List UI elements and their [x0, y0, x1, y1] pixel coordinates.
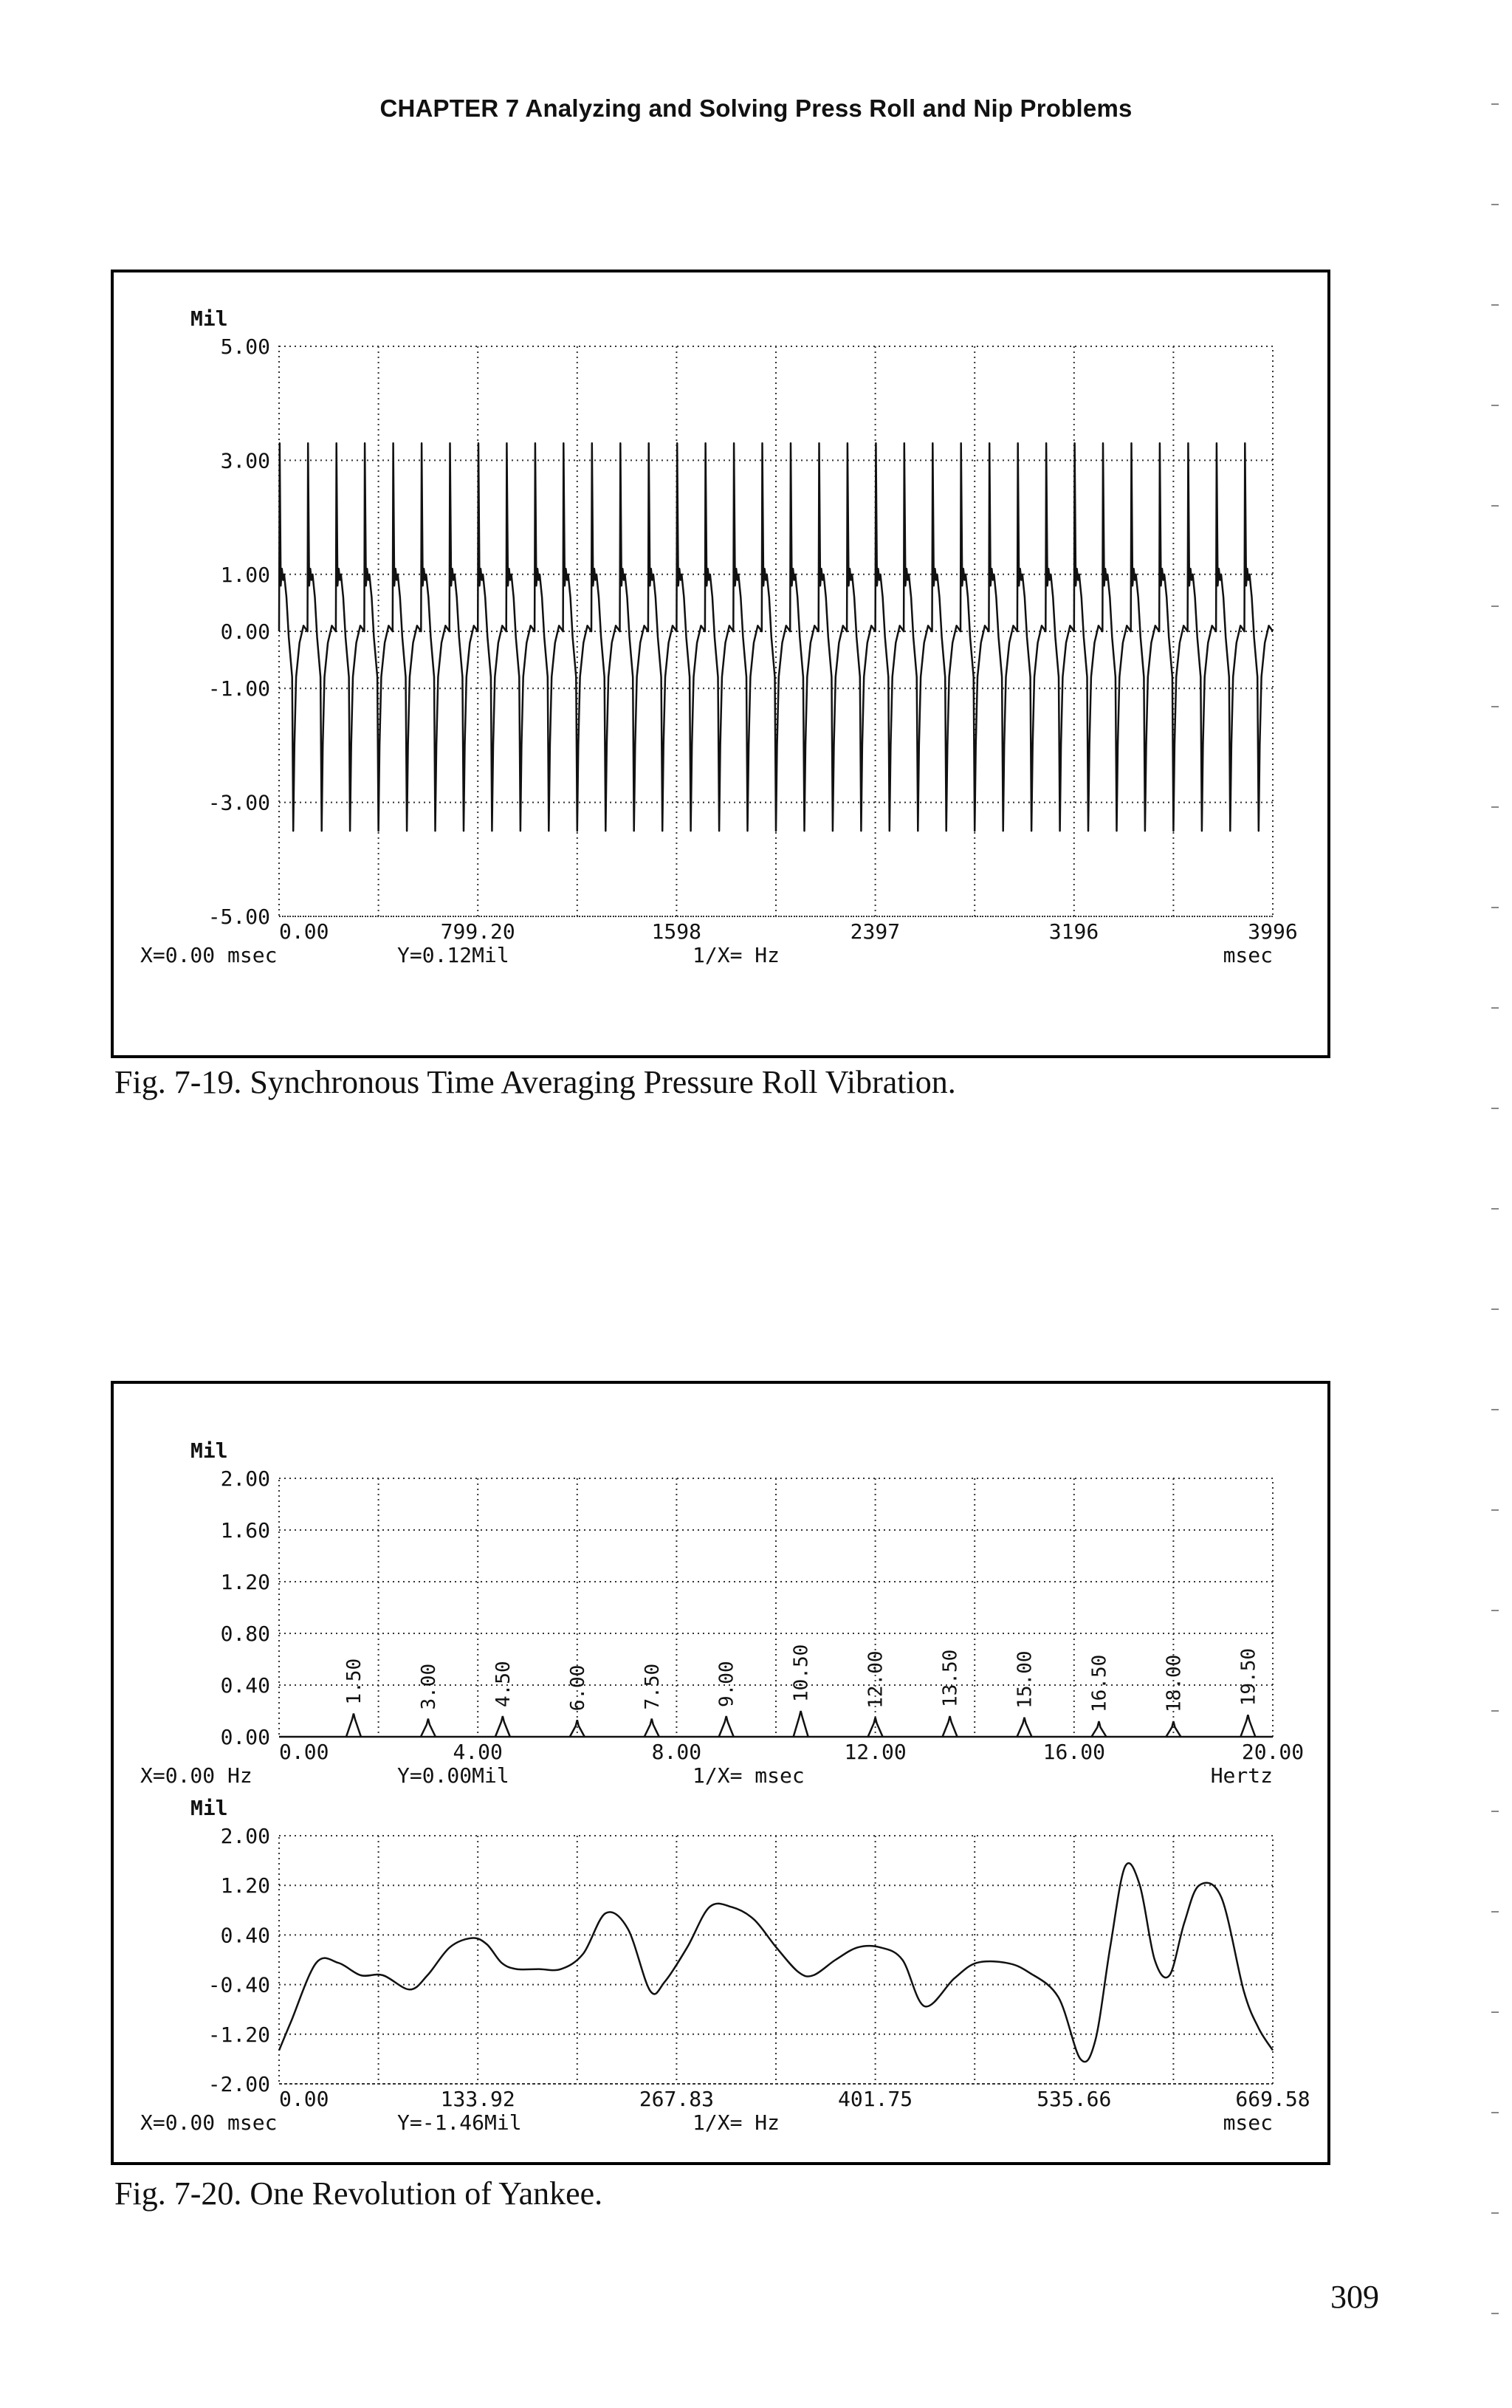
fig19-caption: Fig. 7-19. Synchronous Time Averaging Pressure Roll Vibration.: [114, 1064, 956, 1100]
fig20-spectrum-peak: [1017, 1718, 1032, 1737]
fig20-spectrum-peak-label: 9.00: [715, 1661, 738, 1707]
fig19-ytick-label: -1.00: [207, 676, 270, 702]
fig20-spectrum-peak-label: 12.00: [865, 1650, 887, 1709]
fig20-time-xtick-label: 0.00: [279, 2087, 329, 2111]
fig20-spectrum-xtick-label: 20.00: [1241, 1740, 1305, 1764]
fig20-time-ytick-label: 2.00: [220, 1824, 270, 1848]
fig20-spectrum-peak-label: 6.00: [566, 1664, 589, 1712]
fig20-spectrum-peak: [421, 1719, 436, 1738]
fig20-time-xtick-label: 535.66: [1037, 2087, 1112, 2111]
fig20-spectrum-peak: [1091, 1721, 1106, 1737]
fig19-xtick-label: 1598: [651, 919, 701, 944]
margin-mark: [1491, 2011, 1499, 2013]
margin-mark: [1491, 1208, 1499, 1210]
fig20-spectrum-peak-label: 10.50: [790, 1644, 813, 1702]
margin-mark: [1491, 1409, 1499, 1410]
fig20-spectrum-peak: [794, 1711, 808, 1737]
fig20-spectrum-xtick-label: 8.00: [651, 1740, 702, 1764]
fig20-caption: Fig. 7-20. One Revolution of Yankee.: [114, 2175, 603, 2212]
fig20-time-ytick-label: -0.40: [207, 1972, 270, 1997]
fig19-ytick-label: 5.00: [220, 335, 270, 359]
fig20-spectrum-status-inv: 1/X= msec: [693, 1763, 805, 1788]
fig20-time-xunit: msec: [1223, 2110, 1273, 2135]
margin-mark: [1491, 1811, 1499, 1812]
fig19-ytick-label: 0.00: [220, 620, 270, 644]
margin-mark: [1491, 505, 1499, 507]
fig20-spectrum-ytick-label: 2.00: [220, 1467, 270, 1491]
fig20-spectrum-peak: [1166, 1721, 1181, 1737]
fig19-ytick-label: -3.00: [207, 790, 270, 815]
fig20-spectrum-peak-label: 13.50: [939, 1649, 962, 1707]
fig20-time-xtick-label: 401.75: [838, 2087, 913, 2111]
fig20-spectrum-peak: [1240, 1715, 1255, 1737]
fig20-spectrum-peak-label: 19.50: [1237, 1647, 1260, 1706]
fig20-spectrum-xtick-label: 0.00: [279, 1740, 329, 1764]
fig20-spectrum-xtick-label: 12.00: [844, 1740, 907, 1764]
fig20-spectrum-peak: [570, 1720, 585, 1737]
fig20-spectrum-status-x: X=0.00 Hz: [140, 1763, 252, 1788]
fig20-spectrum-peak-label: 18.00: [1163, 1654, 1186, 1712]
fig20-spectrum-ytick-label: 1.60: [220, 1518, 270, 1543]
fig19-ytick-label: 1.00: [220, 562, 270, 587]
margin-mark: [1491, 1007, 1499, 1009]
fig19-chart: [114, 272, 1327, 1055]
margin-mark: [1491, 806, 1499, 808]
fig20-time-ytick-label: -1.20: [207, 2022, 270, 2047]
running-header: CHAPTER 7 Analyzing and Solving Press Roll and Nip Problems: [379, 95, 1133, 122]
fig20-chart: [114, 1384, 1327, 2162]
fig20-spectrum-peak-label: 7.50: [641, 1663, 664, 1710]
margin-mark: [1491, 103, 1499, 105]
fig19-ytick-label: 3.00: [220, 448, 270, 473]
margin-mark: [1491, 405, 1499, 406]
fig20-spectrum-peak-label: 4.50: [492, 1661, 515, 1707]
fig20-spectrum-ytick-label: 0.80: [220, 1622, 270, 1646]
page-number: 309: [1330, 2279, 1379, 2315]
margin-mark: [1491, 2112, 1499, 2113]
margin-mark: [1491, 204, 1499, 205]
fig20-spectrum-xtick-label: 16.00: [1042, 1740, 1105, 1764]
fig20-spectrum-xunit: Hertz: [1210, 1763, 1273, 1788]
fig20-time-xtick-label: 133.92: [440, 2087, 515, 2111]
fig19-status-y: Y=0.12Mil: [397, 943, 509, 967]
fig20-time-ytick-label: 1.20: [220, 1873, 270, 1898]
fig19-xtick-label: 799.20: [440, 919, 515, 944]
fig19-status-x: X=0.00 msec: [140, 943, 278, 967]
margin-mark: [1491, 1911, 1499, 1913]
fig19-xtick-label: 3996: [1248, 919, 1298, 944]
fig20-time-ytick-label: 0.40: [220, 1923, 270, 1948]
fig20-spectrum-ytick-label: 1.20: [220, 1570, 270, 1594]
margin-mark: [1491, 706, 1499, 707]
margin-mark: [1491, 1509, 1499, 1511]
fig20-spectrum-peak: [346, 1714, 361, 1738]
fig20-time-status-inv: 1/X= Hz: [693, 2110, 780, 2135]
fig19-xtick-label: 0.00: [279, 919, 329, 944]
margin-mark: [1491, 304, 1499, 306]
fig20-spectrum-peak: [943, 1716, 958, 1737]
fig20-spectrum-peak: [645, 1719, 659, 1738]
fig20-spectrum-ytick-label: 0.00: [220, 1725, 270, 1749]
fig19-status-inv: 1/X= Hz: [693, 943, 780, 967]
fig20-spectrum-peak-label: 1.50: [343, 1658, 365, 1705]
margin-mark: [1491, 2313, 1499, 2314]
fig20-time-status-y: Y=-1.46Mil: [397, 2110, 522, 2135]
fig20-spectrum-peak-label: 16.50: [1088, 1654, 1111, 1712]
fig20-spectrum-peak-label: 15.00: [1014, 1650, 1037, 1709]
fig19-xtick-label: 2397: [850, 919, 901, 944]
fig20-spectrum-peak-label: 3.00: [417, 1663, 440, 1710]
fig20-time-xtick-label: 669.58: [1235, 2087, 1310, 2111]
fig20-time-status-x: X=0.00 msec: [140, 2110, 278, 2135]
margin-mark: [1491, 1308, 1499, 1310]
fig20-spectrum-ytick-label: 0.40: [220, 1673, 270, 1698]
margin-mark: [1491, 1610, 1499, 1611]
margin-mark: [1491, 1710, 1499, 1712]
margin-mark: [1491, 907, 1499, 908]
fig20-spectrum-peak: [495, 1716, 510, 1737]
fig20-spectrum-peak: [719, 1716, 734, 1737]
margin-mark: [1491, 606, 1499, 607]
fig20-spectrum-xtick-label: 4.00: [453, 1740, 503, 1764]
fig19-xtick-label: 3196: [1048, 919, 1099, 944]
margin-mark: [1491, 1108, 1499, 1109]
fig20-spectrum-ylabel: Mil: [190, 1438, 228, 1463]
margin-mark: [1491, 2212, 1499, 2214]
fig20-frame: [111, 1381, 1330, 2165]
fig20-time-ytick-label: -2.00: [207, 2072, 270, 2096]
fig19-frame: [111, 270, 1330, 1058]
fig19-ytick-label: -5.00: [207, 905, 270, 929]
fig19-xunit: msec: [1223, 943, 1273, 967]
fig20-spectrum-status-y: Y=0.00Mil: [397, 1763, 509, 1788]
fig20-time-ylabel: Mil: [190, 1796, 228, 1820]
fig19-ylabel: Mil: [190, 306, 228, 331]
fig20-time-xtick-label: 267.83: [639, 2087, 714, 2111]
